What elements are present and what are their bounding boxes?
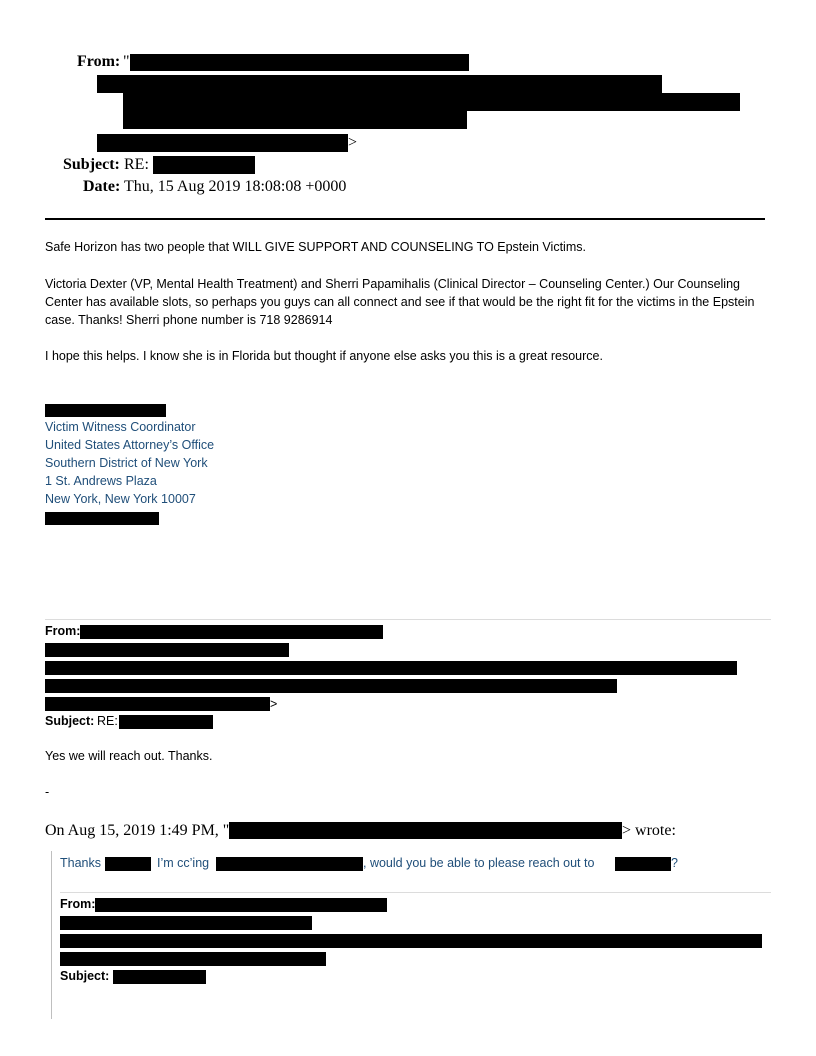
redaction-from-line2 [97, 75, 662, 93]
signature-title: Victim Witness Coordinator [45, 420, 196, 434]
quoted-subject-label: Subject: [60, 969, 110, 983]
header-subject-prefix: RE: [124, 156, 149, 173]
header-subject-label: Subject: [63, 156, 120, 173]
header-from-close: > [348, 134, 358, 151]
quoted-divider [60, 892, 771, 893]
redaction-quoted-name2 [216, 857, 363, 871]
redaction-reply1-subject [119, 715, 213, 729]
redaction-quoted-name1 [105, 857, 151, 871]
redaction-signature-name [45, 404, 166, 417]
redaction-from-line5 [97, 134, 348, 152]
redaction-quoted-from [95, 898, 387, 912]
redaction-from-line4 [123, 111, 467, 129]
redaction-reply1-line3 [45, 661, 737, 675]
redaction-reply1-line4 [45, 679, 617, 693]
body-paragraph-2: Victoria Dexter (VP, Mental Health Treatment) and Sherri Papamihalis (Clinical Director – Counseling Center.) Our Counseling Center has available slots, so perhaps you guys can all connect and see if that would be the right fit for the victims in the Epstein case. Thanks! Sherri phone number is 718 9286914 [45, 277, 755, 327]
signature-office: United States Attorney’s Office [45, 438, 215, 452]
reply1-subject-label: Subject: [45, 714, 95, 728]
redaction-subject [153, 156, 255, 174]
body-line-1: Safe Horizon has two people that WILL GIVE SUPPORT AND COUNSELING TO Epstein Victims. [45, 240, 586, 254]
quoted-qmark: ? [671, 856, 678, 870]
redaction-quoted-name3 [615, 857, 671, 871]
redaction-reply1-line2 [45, 643, 289, 657]
redaction-reply1-from [80, 625, 383, 639]
signature-district: Southern District of New York [45, 456, 208, 470]
redaction-signature-phone [45, 512, 159, 525]
reply1-dash: - [45, 785, 50, 799]
header-divider [45, 218, 765, 220]
header-from-label: From: [77, 53, 121, 70]
header-date-value: Thu, 15 Aug 2019 18:08:08 +0000 [124, 178, 347, 195]
reply1-close: > [270, 697, 278, 711]
redaction-from-name [130, 54, 469, 71]
quoted-on-prefix: On Aug 15, 2019 1:49 PM, " [45, 822, 230, 839]
header-from-quote: " [123, 53, 130, 70]
header-date-label: Date: [83, 178, 121, 195]
quoted-wrote: > wrote: [622, 822, 676, 839]
quoted-from-label: From: [60, 897, 96, 911]
quoted-ask: , would you be able to please reach out to [363, 856, 595, 870]
quote-bar [51, 851, 52, 1019]
reply1-from-label: From: [45, 624, 81, 638]
reply1-divider [45, 619, 771, 620]
redaction-quoted-line4 [60, 952, 326, 966]
redaction-quoted-line2 [60, 916, 312, 930]
redaction-reply1-line5 [45, 697, 270, 711]
body-paragraph-3: I hope this helps. I know she is in Florida but thought if anyone else asks you this is a great resource. [45, 349, 603, 363]
quoted-ccing: I’m cc’ing [157, 856, 210, 870]
redaction-from-line3 [123, 93, 740, 111]
signature-address-2: New York, New York 10007 [45, 492, 196, 506]
signature-address-1: 1 St. Andrews Plaza [45, 474, 157, 488]
redaction-quoted-subject [113, 970, 206, 984]
redaction-quoted-line3 [60, 934, 762, 948]
quoted-thanks: Thanks [60, 856, 101, 870]
reply1-body: Yes we will reach out. Thanks. [45, 749, 213, 763]
redaction-quoted-sender [229, 822, 622, 839]
reply1-subject-prefix: RE: [97, 714, 118, 728]
